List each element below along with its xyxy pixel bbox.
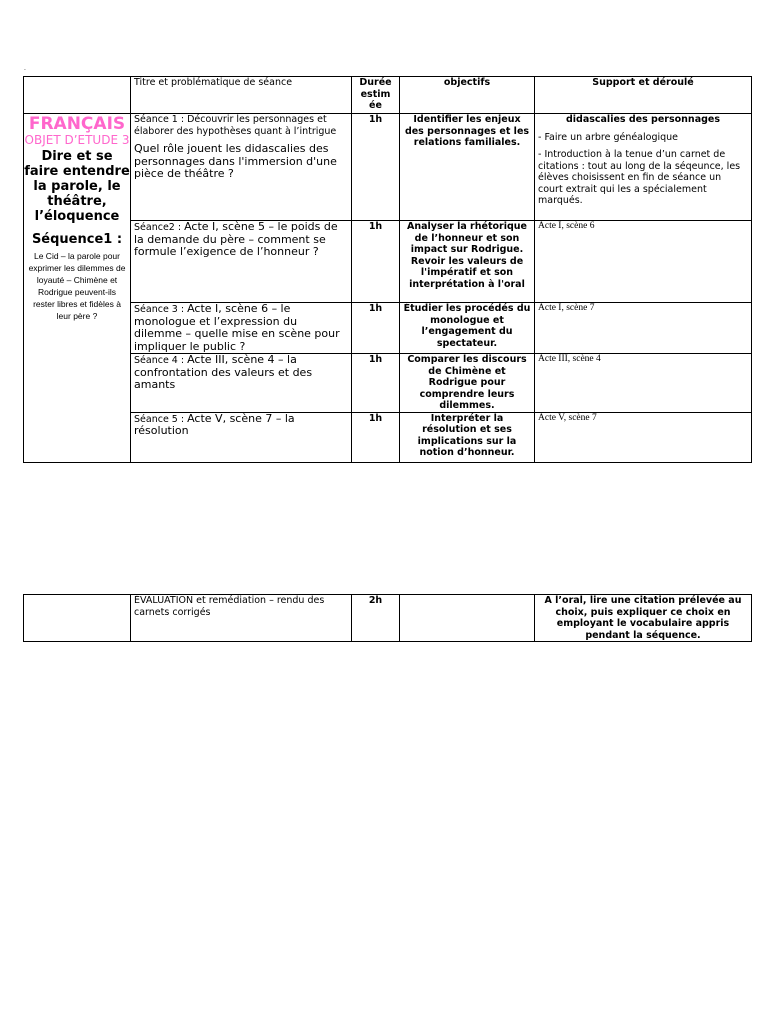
support-item: - Faire un arbre généalogique <box>538 131 679 143</box>
seance-label: Séance2 : <box>134 222 185 233</box>
evaluation-row <box>24 595 752 642</box>
seance-question: Quel rôle jouent les didascalies des personnages dans l'immersion d'une pièce de théâtre ? <box>134 142 337 180</box>
top-mark: . <box>24 65 26 72</box>
seance-title-cell <box>131 303 352 354</box>
seance-title: Acte I, scène 5 – le poids de la demande du père – comment se formule l’exigence de l’honneur ? <box>134 220 338 258</box>
support-title: didascalies des personnages <box>565 114 721 125</box>
seance-support: Acte III, scène 4 <box>535 354 752 413</box>
evaluation-support: A l’oral, lire une citation prélevée au choix, puis expliquer ce choix en employant le vocabulaire appris pendant la séquence. <box>535 595 752 642</box>
seance-support-cell <box>535 114 752 221</box>
seance-support: Acte I, scène 6 <box>535 221 752 303</box>
evaluation-objective <box>400 595 535 642</box>
seance-label: Séance 4 : <box>134 355 188 366</box>
seance-title: Séance 1 : Découvrir les personnages et élaborer des hypothèses quant à l’intrigue <box>134 114 337 137</box>
table-row <box>24 114 752 221</box>
seance-duration: 1h <box>352 354 400 413</box>
seance-duration: 1h <box>352 114 400 221</box>
sequence-table <box>23 76 752 463</box>
sequence-lead-cell <box>24 114 131 463</box>
seance-title: Acte I, scène 6 – le monologue et l’expression du dilemme – quelle mise en scène pour impliquer le public ? <box>134 302 340 353</box>
header-title-cell: Titre et problématique de séance <box>131 77 352 114</box>
seance-title: Acte III, scène 4 – la confrontation des valeurs et des amants <box>134 353 313 391</box>
subject-title: FRANÇAIS <box>28 114 126 134</box>
seance-title-cell <box>131 354 352 413</box>
table-row <box>24 412 752 462</box>
seance-objective: Interpréter la résolution et ses implications sur la notion d’honneur. <box>400 412 535 462</box>
seance-support: Acte V, scène 7 <box>535 412 752 462</box>
seance-title-cell <box>131 114 352 221</box>
seance-label: Séance 5 : <box>134 413 188 425</box>
evaluation-empty-cell <box>24 595 131 642</box>
evaluation-table <box>23 594 752 642</box>
table-row <box>24 303 752 354</box>
support-item: - Introduction à la tenue d’un carnet de citations : tout au long de la séqeunce, les élèves choisissent en fin de séance un court extrait qui les a spécialement marqués. <box>538 149 741 206</box>
header-objectives-cell: objectifs <box>400 77 535 114</box>
study-object-label: OBJET D’ETUDE 3 <box>24 133 130 147</box>
seance-title: Acte V, scène 7 – la résolution <box>134 412 295 437</box>
seance-label: Séance 3 : <box>134 304 188 315</box>
seance-title-cell <box>131 221 352 303</box>
seance-objective: Comparer les discours de Chimène et Rodrigue pour comprendre leurs dilemmes. <box>400 354 535 413</box>
seance-title-cell <box>131 412 352 462</box>
table-row <box>24 354 752 413</box>
header-support-cell: Support et déroulé <box>535 77 752 114</box>
header-duration-cell: Durée estim ée <box>352 77 400 114</box>
sequence-heading: Séquence1 : <box>31 232 123 247</box>
seance-duration: 1h <box>352 412 400 462</box>
seance-support: Acte I, scène 7 <box>535 303 752 354</box>
seance-objective: Étudier les procédés du monologue et l’engagement du spectateur. <box>400 303 535 354</box>
seance-objective: Identifier les enjeux des personnages et les relations familiales. <box>400 114 535 221</box>
evaluation-duration: 2h <box>352 595 400 642</box>
seance-objective: Analyser la rhétorique de l’honneur et son impact sur Rodrigue. Revoir les valeurs de l'impératif et son interprétation à l'oral <box>400 221 535 303</box>
header-cell-empty <box>24 77 131 114</box>
sequence-problem: Le Cid – la parole pour exprimer les dilemmes de loyauté – Chimène et Rodrigue peuvent-ils rester libres et fidèles à leur père ? <box>28 251 126 321</box>
seance-duration: 1h <box>352 221 400 303</box>
header-row <box>24 77 752 114</box>
evaluation-title: ÉVALUATION et remédiation – rendu des carnets corrigés <box>131 595 352 642</box>
study-object-theme: Dire et se faire entendre la parole, le théâtre, l’éloquence <box>24 149 130 224</box>
seance-duration: 1h <box>352 303 400 354</box>
table-row <box>24 221 752 303</box>
